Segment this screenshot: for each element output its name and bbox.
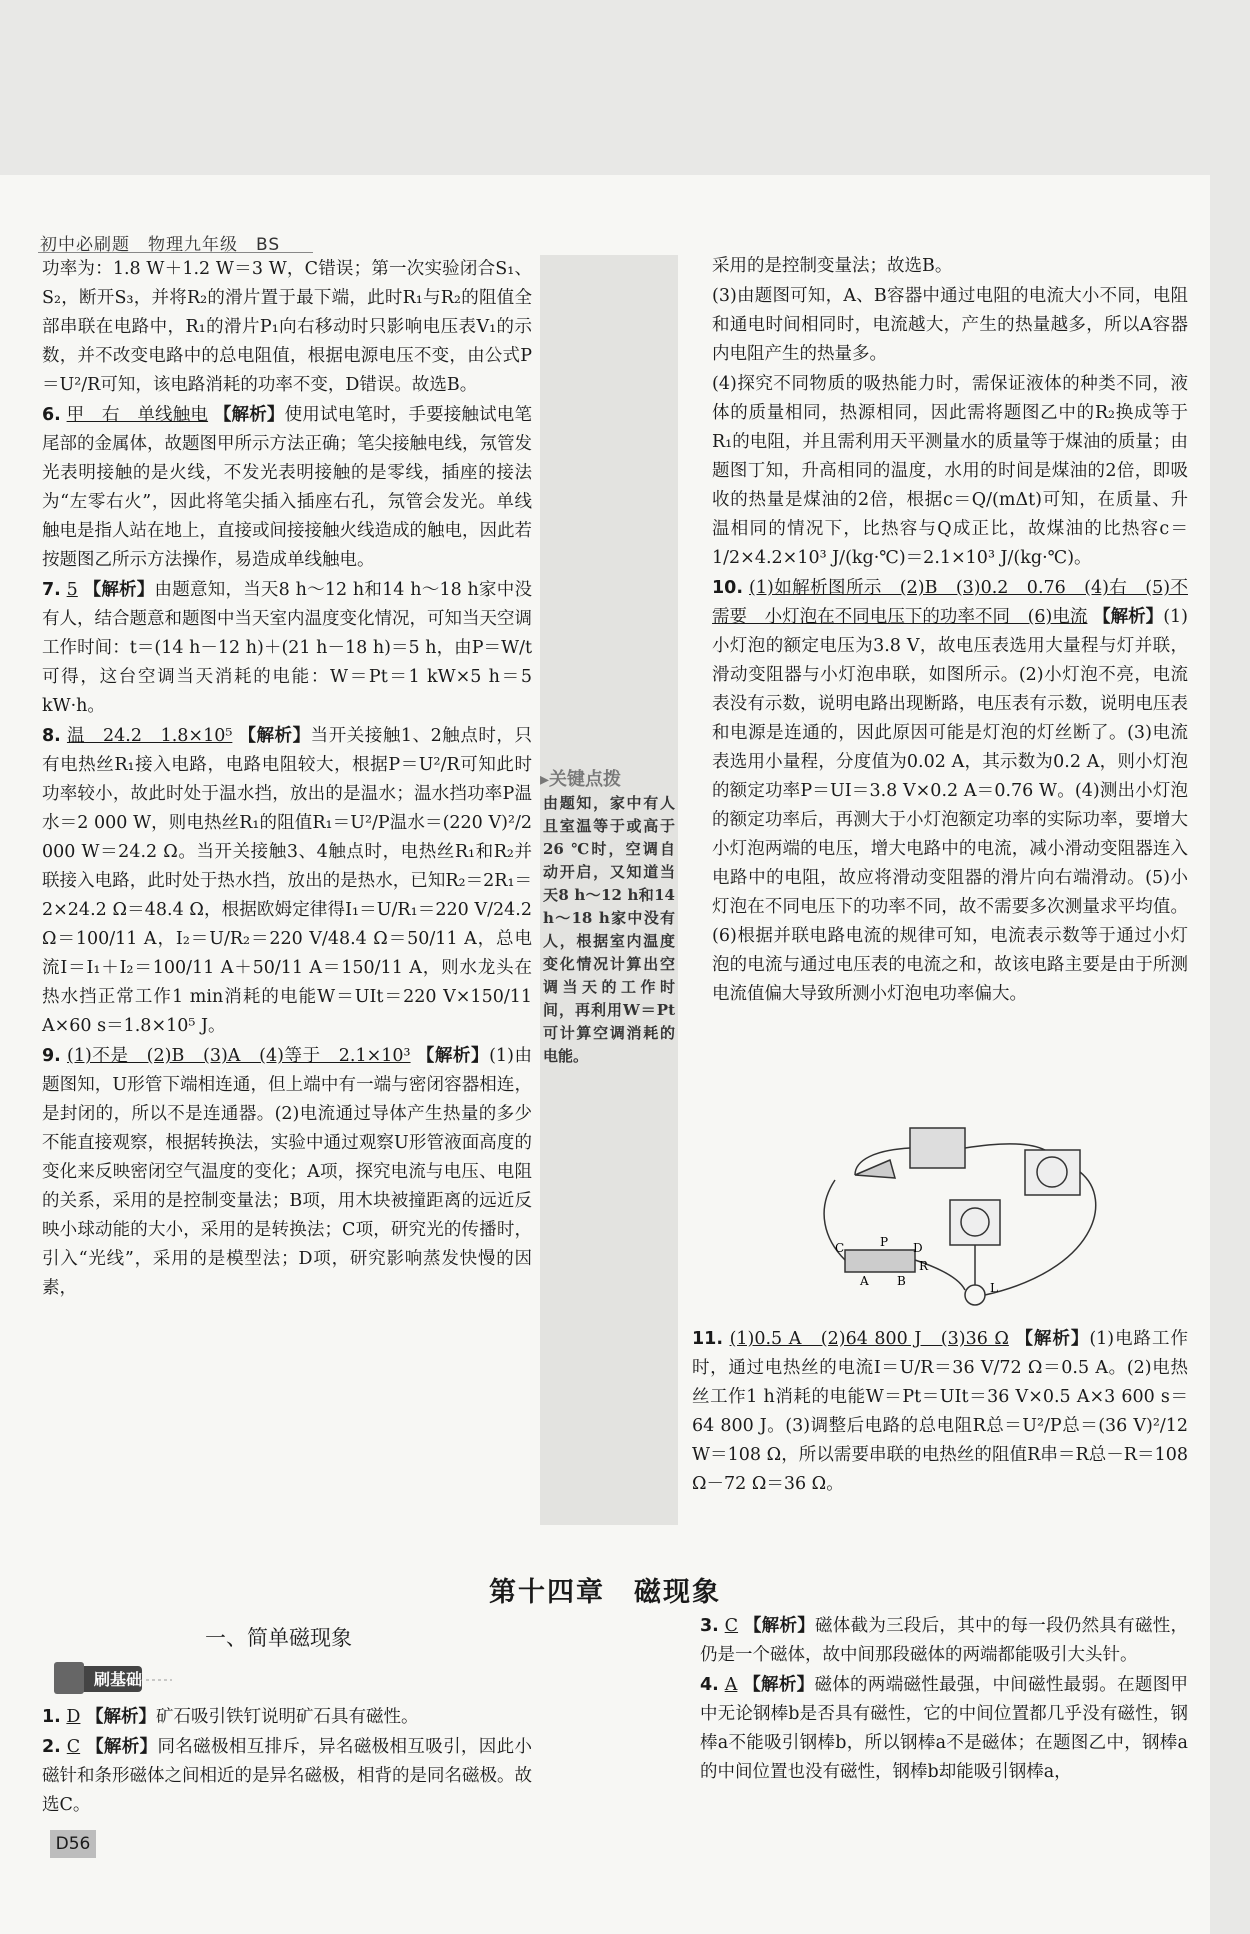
- question-number: 6.: [42, 405, 61, 425]
- question-number: 4.: [700, 1675, 719, 1695]
- question-number: 7.: [42, 580, 61, 600]
- analysis-text: (1)小灯泡的额定电压为3.8 V，故电压表选用大量程与灯并联，滑动变阻器与小灯泡串联，如图所示。(2)小灯泡不亮，电流表没有示数，说明电路出现断路，电压表有示数，说明电压表和电源是连通的，因此原因可能是灯泡的灯丝断了。(3)电流表选用小量程，分度值为0.02 A，其示数为0.2 A，则小灯泡的额定功率P＝UI＝3.8 V×0.2 A＝0.76 W。(4)测出小灯泡的额定功率后，再测大于小灯泡额定功率的实际功率，要增大小灯泡两端的电压，增大电路中的电流，减小滑动变阻器连入电路中的电阻，故应将滑动变阻器的滑片向右端滑动。(5)小灯泡在不同电压下的功率不同，故不需要多次测量求平均值。(6)根据并联电路电流的规律可知，电流表示数等于通过小灯泡的电流与通过电压表的电流之和，故该电路主要是由于所测电流值偏大导致所测小灯泡电功率偏大。: [712, 607, 1189, 1004]
- question-number: 9.: [42, 1046, 61, 1066]
- label-b: B: [897, 1274, 906, 1288]
- analysis-tag: 【解析】: [743, 1616, 816, 1636]
- q9-part3: (3)由题图可知，A、B容器中通过电阻的电流大小不同，电阻和通电时间相同时，电流越大，产生的热量越多，所以A容器内电阻产生的热量多。: [712, 286, 1188, 364]
- book-icon: [54, 1662, 84, 1694]
- page-number: D56: [50, 1830, 96, 1858]
- analysis-text: (1)由题图知，U形管下端相连通，但上端中有一端与密闭容器相连，是封闭的，所以不是连通器。(2)电流通过导体产生热量的多少不能直接观察，根据转换法，实验中通过观察U形管液面高度的变化来反映密闭空气温度的变化；A项，探究电流与电压、电阻的关系，采用的是控制变量法；B项，用木块被撞距离的远近反映小球动能的大小，采用的是转换法；C项，研究光的传播时，引入“光线”，采用的是模型法；D项，研究影响蒸发快慢的因素，: [42, 1046, 532, 1298]
- question-2: [42, 1733, 532, 1820]
- question-3: [700, 1612, 1188, 1670]
- rheostat-icon: [845, 1250, 915, 1272]
- analysis-text: 磁体截为三段后，其中的每一段仍然具有磁性，仍是一个磁体，故中间那段磁体的两端都能吸引大头针。: [700, 1616, 1188, 1665]
- question-number: 2.: [42, 1737, 61, 1757]
- analysis-tag: 【解析】: [83, 580, 155, 600]
- answer: (1)0.5 A (2)64 800 J (3)36 Ω: [729, 1329, 1009, 1349]
- analysis-tag: 【解析】: [238, 726, 311, 746]
- answer: D: [66, 1707, 81, 1727]
- analysis-tag: 【解析】: [416, 1046, 490, 1066]
- answer: A: [724, 1675, 738, 1695]
- bulb-icon: [965, 1285, 985, 1305]
- analysis-text: 使用试电笔时，手要接触试电笔尾部的金属体，故题图甲所示方法正确；笔尖接触电线，氖管发光表明接触的是火线，不发光表明接触的是零线，插座的接法为“左零右火”，因此将笔尖插入插座右孔，氖管会发光。单线触电是指人站在地上，直接或间接接触火线造成的触电，因此若按题图乙所示方法操作，易造成单线触电。: [42, 405, 532, 570]
- q9-part4: (4)探究不同物质的吸热能力时，需保证液体的种类不同，液体的质量相同，热源相同，因此需将题图乙中的R₂换成等于R₁的电阻，并且需利用天平测量水的质量等于煤油的质量；由题图丁知，升高相同的温度，水用的时间是煤油的2倍，即吸收的热量是煤油的2倍，根据c＝Q/(mΔt)可知，在质量、升温相同的情况下，比热容与Q成正比，故煤油的比热容c＝1/2×4.2×10³ J/(kg·℃)＝2.1×10³ J/(kg·℃)。: [712, 374, 1188, 568]
- analysis-tag: 【解析】: [743, 1675, 815, 1695]
- question-8: [42, 722, 532, 1041]
- answer: (1)不是 (2)B (3)A (4)等于 2.1×10³: [67, 1046, 411, 1066]
- question-number: 10.: [712, 578, 744, 598]
- question-11: [692, 1325, 1188, 1500]
- key-tip-text: 由题知，家中有人且室温等于或高于26 ℃时，空调自动开启，又知道当天8 h～12 h和14 h～18 h家中没有人，根据室内温度变化情况计算出空调当天的工作时间，再利用W＝Pt可计算空调消耗的电能。: [543, 794, 675, 1065]
- analysis-text: (1)电路工作时，通过电热丝的电流I＝U/R＝36 V/72 Ω＝0.5 A。(2)电热丝工作1 h消耗的电能W＝Pt＝UIt＝36 V×0.5 A×3 600 s＝64 800 J。(3)调整后电路的总电阻R总＝U²/P总＝(36 V)²/12 W＝108 Ω，所以需要串联的电热丝的阻值R串＝R总－R＝108 Ω－72 Ω＝36 Ω。: [692, 1329, 1188, 1494]
- label-c: C: [835, 1241, 845, 1255]
- question-number: 3.: [700, 1616, 719, 1636]
- analysis-text: 当开关接触1、2触点时，只有电热丝R₁接入电路，电路电阻较大，根据P＝U²/R可知此时功率较小，故此时处于温水挡，放出的是温水；温水挡功率P温水＝2 000 W，则电热丝R₁的阻值R₁＝U²/P温水＝(220 V)²/2 000 W＝24.2 Ω。当开关接触3、4触点时，电热丝R₁和R₂并联接入电路，此时处于热水挡，放出的是热水，已知R₂＝2R₁＝2×24.2 Ω＝48.4 Ω，根据欧姆定律得I₁＝U/R₁＝220 V/24.2 Ω＝100/11 A，I₂＝U/R₂＝220 V/48.4 Ω＝50/11 A，总电流I＝I₁＋I₂＝100/11 A＋50/11 A＝150/11 A，则水龙头在热水挡正常工作1 min消耗的电能W＝UIt＝220 V×150/11 A×60 s＝1.8×10⁵ J。: [42, 726, 532, 1036]
- ammeter-icon: [950, 1200, 1000, 1245]
- answer: 温 24.2 1.8×10⁵: [66, 726, 233, 746]
- header-rule: [38, 252, 313, 253]
- question-9: [42, 1042, 532, 1303]
- label-d: D: [913, 1241, 923, 1255]
- battery-icon: [910, 1128, 965, 1168]
- circuit-figure: [815, 1120, 1115, 1320]
- badge-label: 刷基础: [94, 1670, 143, 1689]
- analysis-text: 同名磁极相互排斥，异名磁极相互吸引，因此小磁针和条形磁体之间相近的是异名磁极，相背的是同名磁极。故选C。: [42, 1737, 532, 1815]
- analysis-tag: 【解析】: [1015, 1329, 1090, 1349]
- question-10: [712, 574, 1188, 1009]
- answer: (1)如解析图所示 (2)B (3)0.2 0.76 (4)右 (5)不需要 小灯泡在不同电压下的功率不同 (6)电流: [712, 578, 1188, 627]
- left-column: [42, 255, 532, 1304]
- question-4: [700, 1671, 1188, 1787]
- analysis-text: 矿石吸引铁钉说明矿石具有磁性。: [156, 1707, 419, 1727]
- question-6: [42, 401, 532, 575]
- answer: C: [66, 1737, 81, 1757]
- q5-continuation: 功率为：1.8 W＋1.2 W＝3 W，C错误；第一次实验闭合S₁、S₂，断开S₃，并将R₂的滑片置于最下端，此时R₁与R₂的阻值全部串联在电路中，R₁的滑片P₁向右移动时只影响电压表V₁的示数，并不改变电路中的总电阻值，根据电源电压不变，由公式P＝U²/R可知，该电路消耗的功率不变，D错误。故选B。: [42, 259, 532, 395]
- answer: 5: [66, 580, 78, 600]
- answer: C: [724, 1616, 739, 1636]
- analysis-text: 磁体的两端磁性最强，中间磁性最弱。在题图甲中无论钢棒b是否具有磁性，它的中间位置都几乎没有磁性，钢棒a不能吸引钢棒b，所以钢棒a不是磁体；在题图乙中，钢棒a的中间位置也没有磁性，钢棒b却能吸引钢棒a，: [700, 1675, 1188, 1782]
- analysis-tag: 【解析】: [213, 405, 285, 425]
- key-tip-title: ▸关键点拨: [540, 769, 622, 790]
- answer: 甲 右 单线触电: [66, 405, 209, 425]
- chapter-title: 第十四章 磁现象: [489, 1577, 721, 1608]
- running-header: 初中必刷题 物理九年级 BS: [40, 235, 281, 255]
- bottom-right-column: [700, 1612, 1188, 1788]
- label-p: P: [880, 1235, 889, 1249]
- right-column: [712, 252, 1188, 1010]
- label-a: A: [860, 1274, 869, 1288]
- question-number: 1.: [42, 1707, 61, 1727]
- analysis-tag: 【解析】: [86, 1737, 158, 1757]
- q9-continuation: 采用的是控制变量法；故选B。: [712, 256, 953, 276]
- label-r: R: [919, 1259, 929, 1273]
- question-7: [42, 576, 532, 721]
- question-number: 11.: [692, 1329, 724, 1349]
- analysis-text: 由题意知，当天8 h～12 h和14 h～18 h家中没有人，结合题意和题图中当天室内温度变化情况，可知当天空调工作时间：t＝(14 h－12 h)＋(21 h－18 h)＝5 h，由P＝W/t可得，这台空调当天消耗的电能：W＝Pt＝1 kW×5 h＝5 kW·h。: [42, 580, 532, 716]
- question-number: 8.: [42, 726, 61, 746]
- bottom-left-column: [42, 1703, 532, 1821]
- question-1: [42, 1703, 532, 1732]
- analysis-tag: 【解析】: [86, 1707, 157, 1727]
- analysis-tag: 【解析】: [1093, 607, 1164, 627]
- label-l: L: [990, 1281, 998, 1295]
- section-title: 一、简单磁现象: [205, 1626, 352, 1650]
